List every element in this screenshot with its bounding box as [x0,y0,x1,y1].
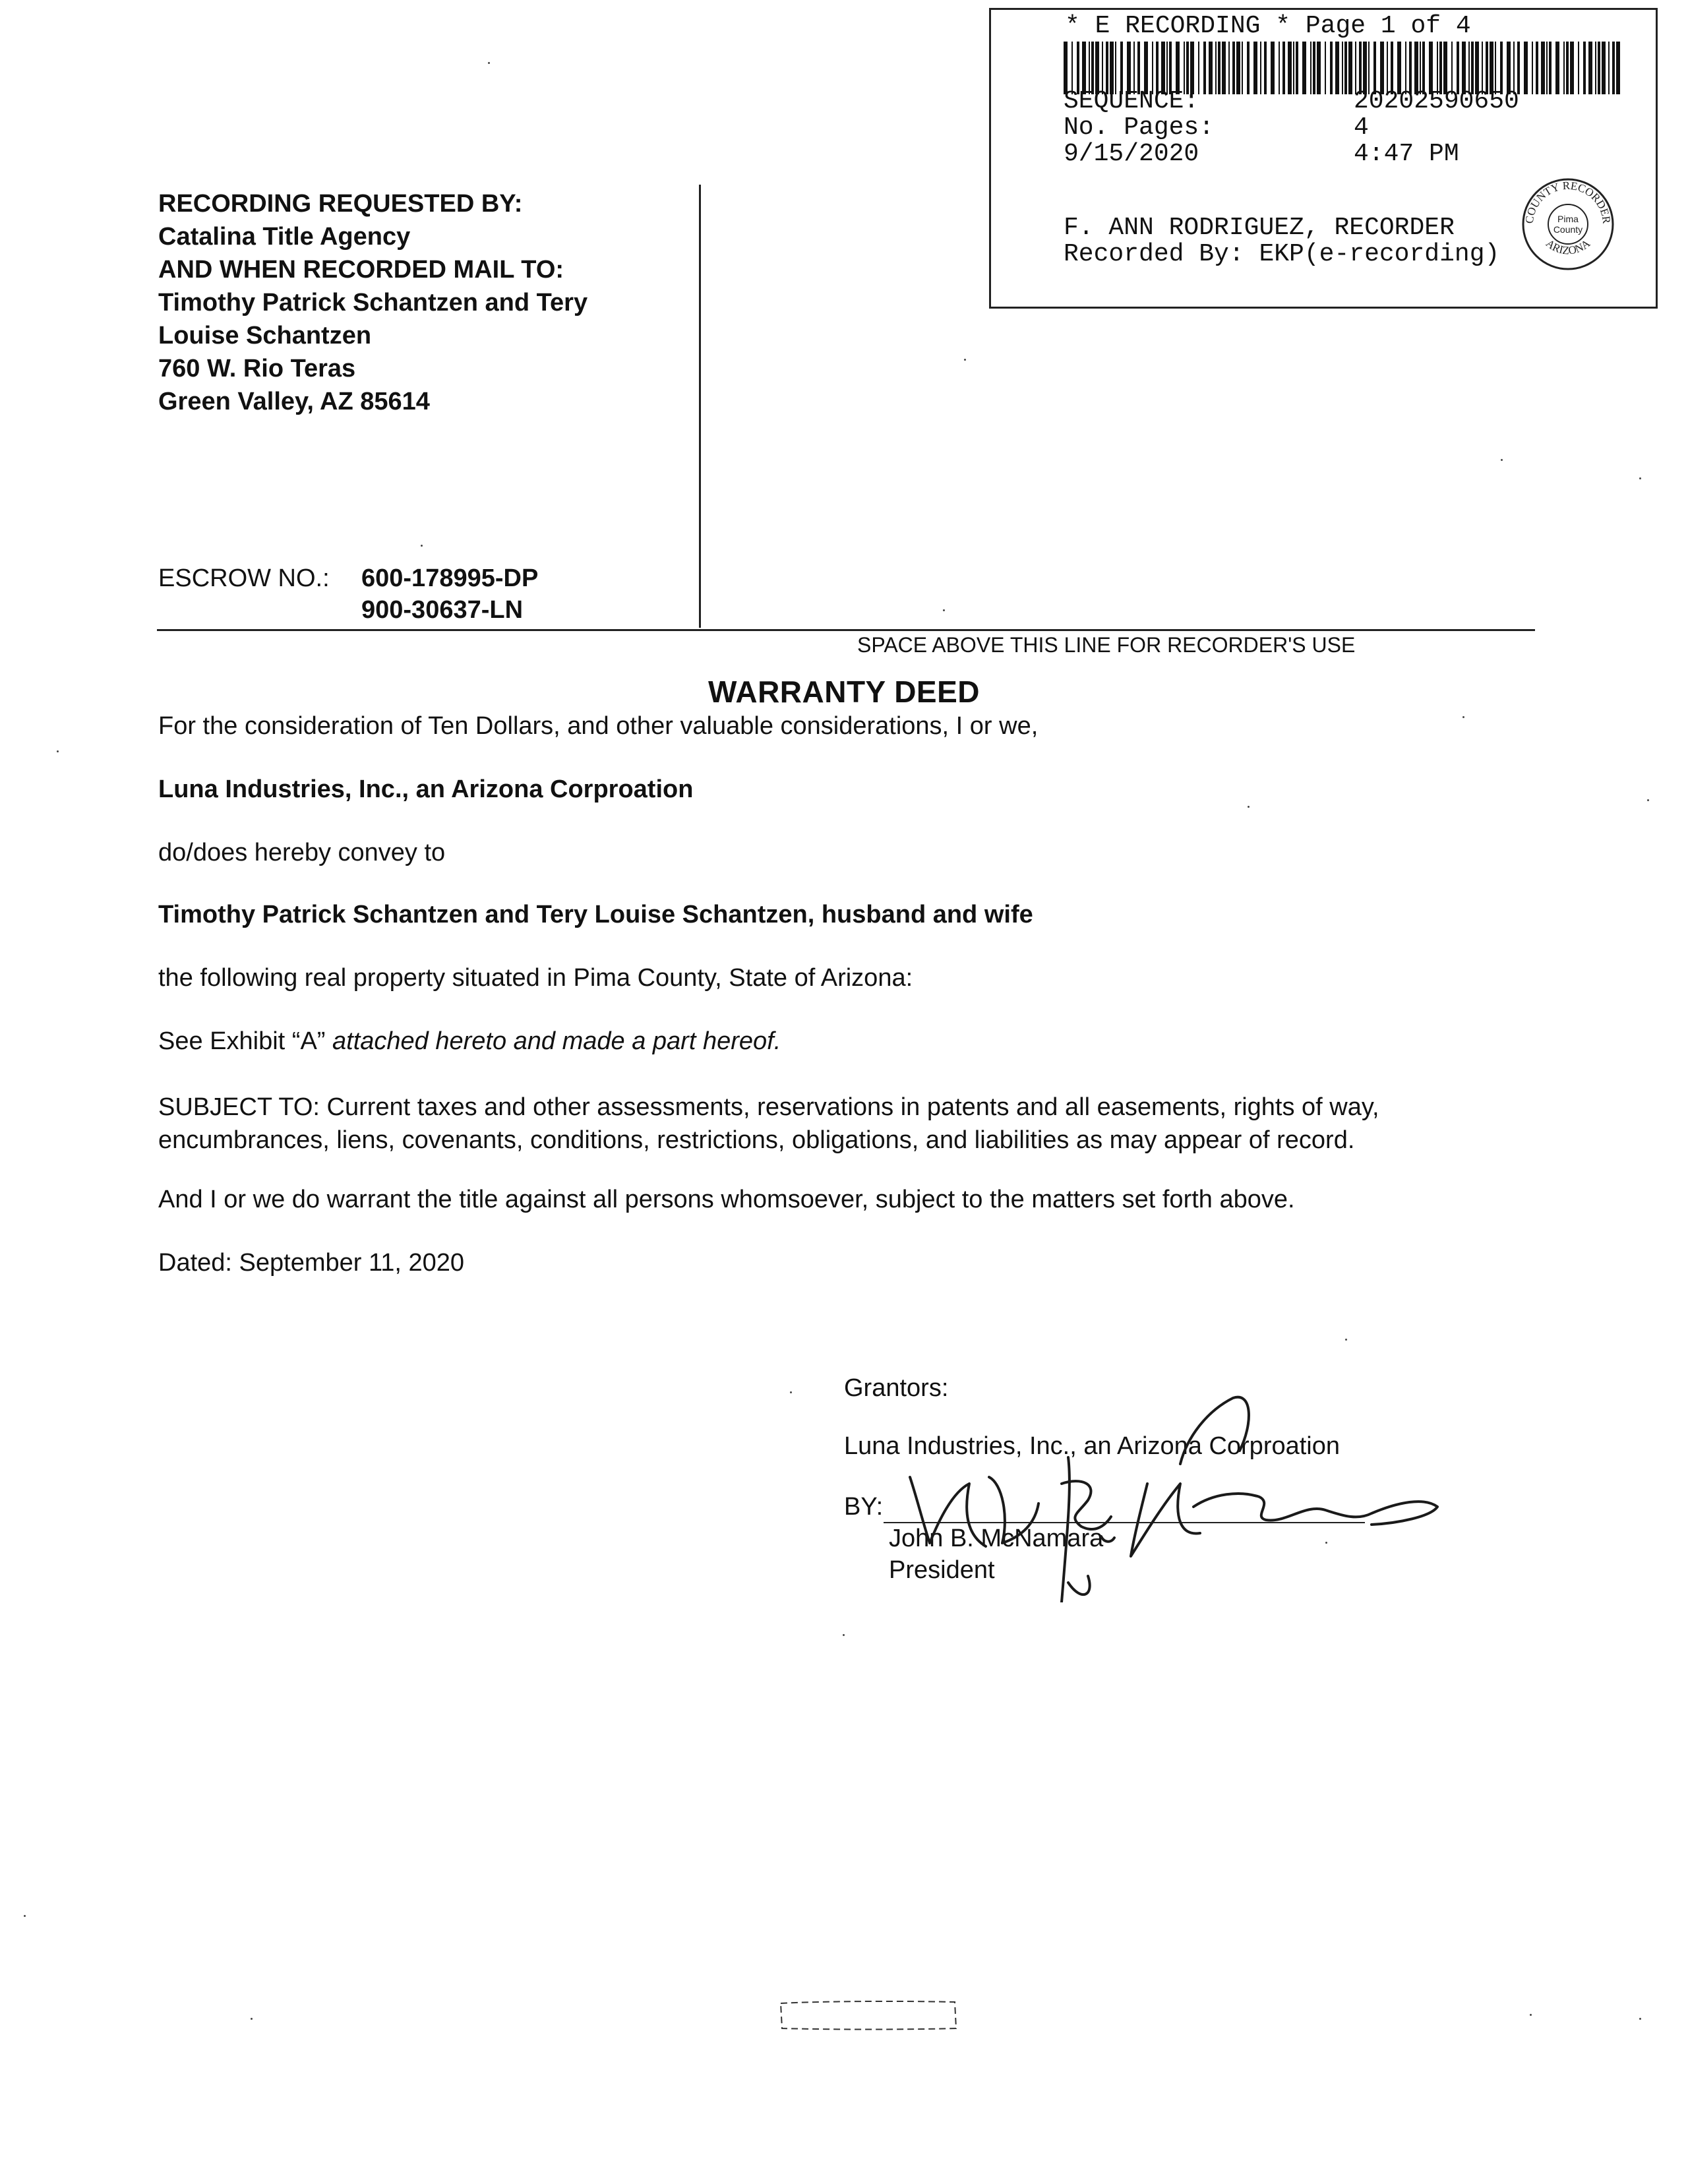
barcode-bar [1486,42,1488,94]
barcode-bar [1500,42,1503,94]
barcode-bar [1563,42,1565,94]
scan-speck [1530,2014,1532,2016]
recording-info [158,187,588,418]
mail-to-address-1: 760 W. Rio Teras [158,355,356,382]
barcode-bar [1451,42,1453,94]
barcode-bar [1457,42,1459,94]
barcode-bar [1555,42,1559,94]
barcode-bar [1405,42,1406,94]
barcode-bar [1495,42,1496,94]
escrow-number-1: 600-178995-DP [361,564,539,592]
barcode-bar [1348,42,1352,94]
mail-to-name-line-2: Louise Schantzen [158,322,372,349]
exhibit-text [158,1027,781,1056]
scan-speck [1462,716,1464,718]
warrant-text: And I or we do warrant the title against all persons whomsoever, subject to the matters set forth above. [158,1186,1295,1213]
grantor-name: Luna Industries, Inc., an Arizona Corproation [158,775,694,803]
barcode-bar [1490,42,1493,94]
convey-text: do/does hereby convey to [158,839,446,866]
scan-speck [843,1634,845,1636]
barcode-bar [1156,42,1159,94]
barcode-bar [1355,42,1356,94]
recorder-use-notice: SPACE ABOVE THIS LINE FOR RECORDER'S USE [857,633,1356,657]
mail-to-name-line-1: Timothy Patrick Schantzen and Tery [158,289,588,317]
scan-speck [488,62,490,64]
barcode-bar [1595,42,1596,94]
sequence-value: 20202590650 [1354,87,1519,115]
scan-speck [1248,806,1250,808]
barcode-bar [1342,42,1343,94]
barcode-bar [1152,42,1153,94]
scan-speck [1647,799,1649,801]
barcode-bar [1570,42,1574,94]
barcode-bar [1169,42,1172,94]
barcode-bar [1608,42,1610,94]
barcode-bar [1602,42,1606,94]
barcode-bar [1612,42,1615,94]
scan-speck [964,359,966,361]
barcode-bar [1120,42,1123,94]
recorder-divider-line [157,629,1535,631]
barcode-bar [1089,42,1090,94]
recorded-by: Recorded By: EKP(e-recording) [1064,240,1500,268]
barcode-bar [1190,42,1194,94]
scan-speck [943,609,945,611]
grantors-label: Grantors: [844,1374,949,1402]
barcode-bar [1443,42,1447,94]
barcode-bar [1209,42,1213,94]
sequence-label: SEQUENCE: [1064,87,1199,115]
mail-to-label: AND WHEN RECORDED MAIL TO: [158,256,564,284]
barcode-bar [1137,42,1140,94]
barcode-bar [1198,42,1199,94]
barcode-bar [1236,42,1240,94]
barcode-bar [1296,42,1298,94]
recorder-name: F. ANN RODRIGUEZ, RECORDER [1064,214,1455,242]
escrow-label: ESCROW NO.: [158,564,330,592]
barcode-bar [1344,42,1347,94]
barcode-bar [1242,42,1243,94]
county-seal-icon [1519,175,1617,274]
barcode-bar [1279,42,1280,94]
scan-speck [1345,1339,1347,1341]
stamp-header: * E RECORDING * Page 1 of 4 [1065,12,1471,40]
barcode-bar [1546,42,1548,94]
requested-by: Catalina Title Agency [158,223,411,251]
barcode-bar [1616,42,1620,94]
barcode-bar [1222,42,1226,94]
barcode-bar [1578,42,1579,94]
barcode-bar [1566,42,1569,94]
barcode-bar [1475,42,1479,94]
signer-title: President [889,1556,995,1584]
svg-text:ARIZONA: ARIZONA [1543,237,1593,257]
recorded-date: 9/15/2020 [1064,140,1199,168]
barcode-bar [1144,42,1148,94]
barcode-bar [1368,42,1370,94]
barcode-bar [1380,42,1384,94]
svg-text:COUNTY RECORDER: COUNTY RECORDER [1522,179,1613,224]
grantor-entity: Luna Industries, Inc., an Arizona Corproation [844,1432,1341,1460]
handwritten-signature [870,1385,1464,1602]
barcode-bar [1583,42,1586,94]
barcode-bar [1373,42,1376,94]
barcode-bar [1293,42,1294,94]
barcode-bar [1184,42,1185,94]
barcode-bar [1064,42,1068,94]
barcode-bar [1507,42,1511,94]
barcode-bar [1462,42,1466,94]
barcode-bar [1161,42,1165,94]
requested-by-label: RECORDING REQUESTED BY: [158,190,523,218]
barcode-bar [1110,42,1114,94]
barcode-bar [1317,42,1321,94]
barcode-bar [1271,42,1275,94]
mail-to-address-2: Green Valley, AZ 85614 [158,388,430,415]
barcode-bar [1106,42,1108,94]
barcode-bar [1536,42,1538,94]
barcode-bar [1176,42,1180,94]
scan-artifact [777,1998,960,2032]
barcode-bar [1302,42,1306,94]
barcode-bar [1598,42,1600,94]
dated-text: Dated: September 11, 2020 [158,1249,465,1277]
barcode-bar [1482,42,1483,94]
subject-to-text: SUBJECT TO: Current taxes and other assessments, reservations in patents and all easements, rights of way, encumbrances, liens, covenants, conditions, restrictions, obligations, and liabilities as may appear of record. [158,1093,1379,1154]
barcode-bar [1437,42,1438,94]
barcode-bar [1071,42,1073,94]
barcode-bar [1414,42,1418,94]
escrow-number-2: 900-30637-LN [361,596,524,624]
barcode-bar [1391,42,1393,94]
barcode-bar [1228,42,1230,94]
barcode [1062,42,1623,94]
barcode-bar [1468,42,1470,94]
barcode-bar [1588,42,1592,94]
barcode-bar [1077,42,1079,94]
barcode-bar [1330,42,1333,94]
barcode-bar [1166,42,1168,94]
barcode-bar [1186,42,1189,94]
scan-speck [251,2018,253,2020]
grantee-name: Timothy Patrick Schantzen and Tery Louise Schantzen, husband and wife [158,901,1033,928]
barcode-bar [1115,42,1116,94]
barcode-bar [1359,42,1362,94]
barcode-bar [1422,42,1425,94]
exhibit-suffix: attached hereto and made a part hereof. [332,1027,781,1055]
barcode-bar [1335,42,1339,94]
pages-value: 4 [1354,113,1369,142]
barcode-bar [1439,42,1442,94]
barcode-bar [1282,42,1285,94]
barcode-bar [1133,42,1135,94]
barcode-bar [1513,42,1515,94]
barcode-bar [1532,42,1533,94]
barcode-bar [1387,42,1388,94]
barcode-bar [1288,42,1292,94]
barcode-bar [1397,42,1401,94]
scan-speck [57,750,59,752]
barcode-bar [1095,42,1099,94]
barcode-bar [1127,42,1131,94]
barcode-bar [1102,42,1103,94]
scan-speck [1639,477,1641,479]
scan-speck [1501,459,1503,461]
recorder-stamp [989,8,1658,309]
scan-speck [1325,1542,1327,1544]
document-title: WARRANTY DEED [708,675,980,709]
pages-label: No. Pages: [1064,113,1215,142]
barcode-bar [1310,42,1311,94]
exhibit-prefix: See Exhibit “A” [158,1027,332,1055]
scan-speck [421,545,423,547]
barcode-bar [1260,42,1261,94]
svg-text:Pima: Pima [1557,214,1579,224]
barcode-bar [1232,42,1235,94]
scan-speck [790,1391,792,1393]
barcode-bar [1541,42,1545,94]
barcode-bar [1549,42,1552,94]
barcode-bar [1429,42,1433,94]
barcode-bar [1409,42,1412,94]
barcode-bar [1524,42,1528,94]
barcode-bar [1082,42,1086,94]
property-text: the following real property situated in Pima County, State of Arizona: [158,964,913,992]
barcode-bar [1203,42,1206,94]
consideration-text: For the consideration of Ten Dollars, and other valuable considerations, I or we, [158,712,1039,740]
barcode-bar [1247,42,1250,94]
recorded-time: 4:47 PM [1354,140,1459,168]
barcode-bar [1313,42,1315,94]
barcode-bar [1420,42,1421,94]
barcode-bar [1253,42,1257,94]
svg-text:County: County [1553,224,1583,235]
barcode-bar [1091,42,1094,94]
barcode-bar [1325,42,1326,94]
barcode-bar [1218,42,1221,94]
barcode-bar [1517,42,1520,94]
signer-name: John B. McNamara [889,1525,1104,1552]
vertical-divider [699,185,701,628]
scan-speck [1639,2018,1641,2020]
barcode-bar [1264,42,1267,94]
barcode-bar [1363,42,1367,94]
by-label: BY: [844,1493,884,1521]
barcode-bar [1215,42,1217,94]
barcode-bar [1471,42,1474,94]
scan-speck [24,1915,26,1917]
